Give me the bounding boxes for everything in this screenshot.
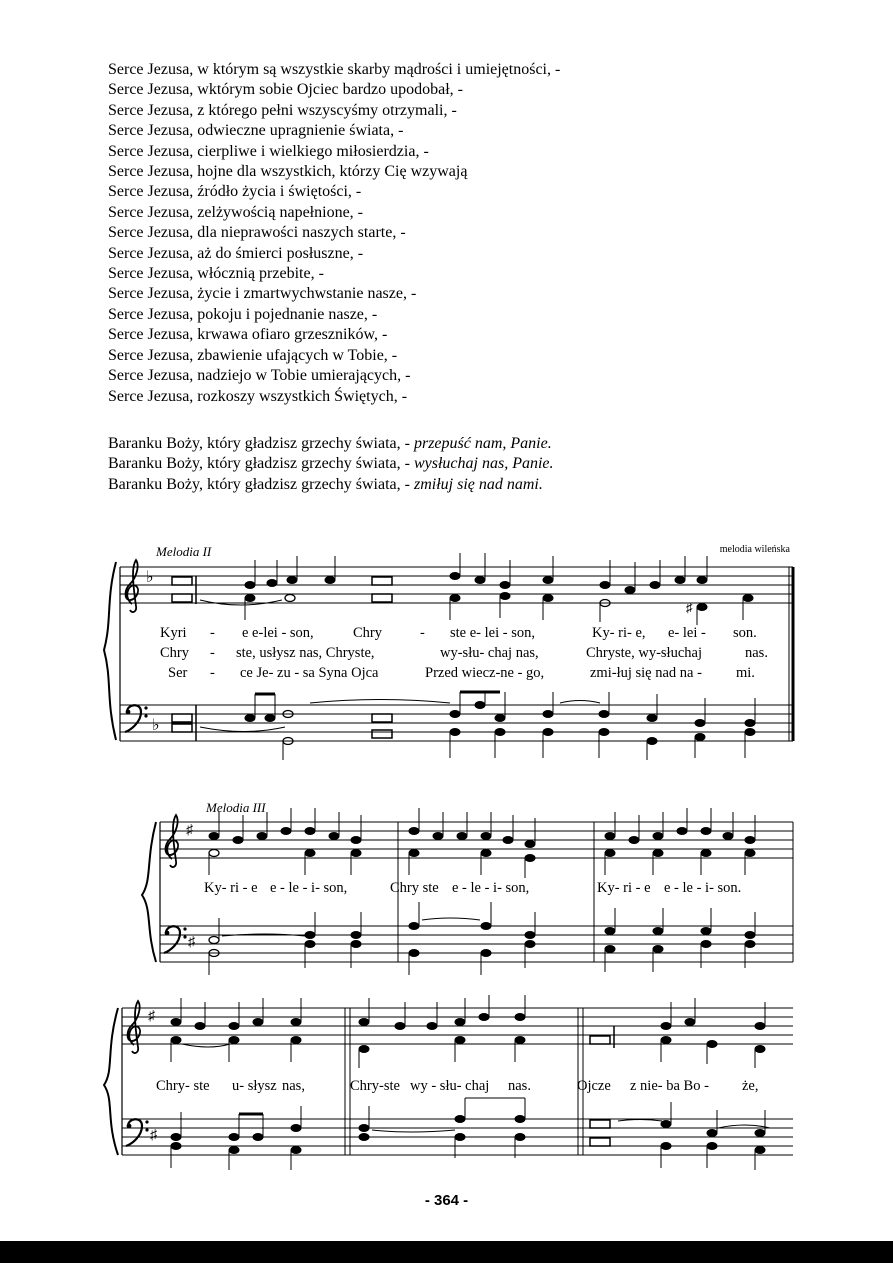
scan-bottom-border: [0, 1241, 893, 1263]
litany-line: Serce Jezusa, cierpliwe i wielkiego miłosierdzia, -: [108, 142, 429, 160]
sharp-icon: ♯: [188, 935, 195, 950]
system-brace: [142, 822, 156, 962]
svg-text:nas.: nas.: [508, 1078, 531, 1094]
svg-text:u- słysz: u- słysz: [232, 1078, 277, 1094]
sharp-icon: ♯: [186, 823, 193, 838]
sharp-icon: ♯: [148, 1009, 155, 1024]
svg-text:ce Je- zu - sa Syna Ojca: ce Je- zu - sa Syna Ojca: [240, 665, 379, 681]
litany-line: Serce Jezusa, nadziejo w Tobie umierających, -: [108, 367, 411, 385]
melody3-lyrics-1: [204, 880, 741, 896]
svg-text:nas.: nas.: [745, 645, 768, 661]
svg-text:e - le - i- son,: e - le - i- son,: [270, 880, 348, 896]
melody3-bass-notes: [209, 902, 755, 975]
svg-text:zmi-łuj się nad na -: zmi-łuj się nad na -: [590, 665, 702, 681]
agnus-response: zmiłuj się nad nami.: [413, 475, 543, 493]
svg-text:-: -: [210, 665, 215, 681]
agnus-response: przepuść nam, Panie.: [413, 435, 552, 452]
litany-line: Serce Jezusa, zelżywością napełnione, -: [108, 203, 363, 221]
melody3-lyrics-2: [156, 1078, 759, 1094]
litany-line: Serce Jezusa, włócznią przebite, -: [108, 265, 324, 283]
svg-text:Ky- ri - e: Ky- ri - e: [597, 880, 651, 896]
flat-icon: ♭: [152, 717, 160, 734]
treble-clef-icon: [166, 815, 179, 867]
litany-line: Serce Jezusa, w którym są wszystkie skarby mądrości i umiejętności, -: [108, 61, 561, 78]
litany-line: Serce Jezusa, źródło życia i świętości, -: [108, 183, 362, 201]
litany-line: Serce Jezusa, rozkoszy wszystkich Świętych, -: [108, 387, 408, 405]
agnus-line: Baranku Boży, który gładzisz grzechy świata, - przepuść nam, Panie.: [108, 435, 552, 452]
melody2-bass-notes: [172, 692, 755, 760]
svg-text:-: -: [420, 625, 425, 641]
litany-line: Serce Jezusa, krwawa ofiaro grzeszników, -: [108, 326, 388, 344]
litany-line: Serce Jezusa, wktórym sobie Ojciec bardzo upodobał, -: [108, 81, 463, 99]
melody3-bass-notes-2: [171, 1098, 770, 1170]
svg-text:-: -: [210, 645, 215, 661]
treble-clef-icon: [128, 1001, 141, 1053]
svg-text:mi.: mi.: [736, 665, 755, 681]
svg-text:Ky- ri- e,: Ky- ri- e,: [592, 625, 646, 641]
melody3-system-2: [104, 995, 793, 1170]
melody2-title: Melodia II: [156, 544, 212, 559]
melody3-treble-notes: [209, 808, 755, 878]
svg-text:Chry- ste: Chry- ste: [156, 1078, 210, 1094]
sharp-icon: ♯: [150, 1128, 157, 1143]
svg-text:Ky- ri - e: Ky- ri - e: [204, 880, 258, 896]
melody2-source: melodia wileńska: [719, 544, 790, 555]
svg-text:ste e- lei - son,: ste e- lei - son,: [450, 625, 535, 641]
litany-line: Serce Jezusa, dla nieprawości naszych starte, -: [108, 224, 406, 242]
svg-text:e e-lei - son,: e e-lei - son,: [242, 625, 314, 641]
svg-text:Chry ste: Chry ste: [390, 880, 439, 896]
svg-text:e - le - i- son,: e - le - i- son,: [452, 880, 530, 896]
agnus-line: Baranku Boży, który gładzisz grzechy świata, - zmiłuj się nad nami.: [108, 475, 543, 493]
litany-line: Serce Jezusa, odwieczne upragnienie świata, -: [108, 122, 404, 140]
svg-text:Chry: Chry: [353, 625, 382, 641]
litany-line: Serce Jezusa, zbawienie ufających w Tobie, -: [108, 346, 398, 364]
system-brace: [104, 562, 116, 740]
svg-text:Chry-ste: Chry-ste: [350, 1078, 400, 1094]
melody3-title: Melodia III: [206, 800, 266, 815]
melody2-system: [104, 544, 793, 760]
system-brace: [104, 1008, 118, 1155]
bass-clef-icon: [126, 1119, 149, 1146]
melody3-treble-notes-2: [171, 995, 765, 1068]
melody2-treble-notes: [172, 553, 753, 625]
svg-text:wy-słu- chaj nas,: wy-słu- chaj nas,: [440, 645, 539, 661]
agnus-response: wysłuchaj nas, Panie.: [413, 455, 554, 473]
litany-line: Serce Jezusa, z którego pełni wszyscyśmy otrzymali, -: [108, 101, 457, 119]
litany-line: Serce Jezusa, hojne dla wszystkich, którzy Cię wzywają: [108, 163, 468, 181]
litany-line: Serce Jezusa, pokoju i pojednanie nasze, -: [108, 305, 378, 323]
flat-icon: ♭: [146, 569, 154, 586]
svg-text:e - le - i- son.: e - le - i- son.: [664, 880, 742, 896]
svg-text:son.: son.: [733, 625, 757, 641]
svg-text:nas,: nas,: [282, 1078, 305, 1094]
page-number: - 364 -: [424, 1192, 469, 1209]
litany-line: Serce Jezusa, życie i zmartwychwstanie nasze, -: [108, 285, 417, 303]
svg-text:że,: że,: [742, 1078, 759, 1094]
melody2-lyrics: [160, 625, 768, 681]
bass-clef-icon: [125, 705, 148, 732]
treble-clef-icon: [126, 560, 139, 612]
svg-text:Przed wiecz-ne - go,: Przed wiecz-ne - go,: [425, 665, 545, 681]
svg-text:Ser: Ser: [168, 665, 188, 681]
svg-text:e- lei -: e- lei -: [668, 625, 706, 641]
svg-text:Chry: Chry: [160, 645, 189, 661]
litany-line: Serce Jezusa, aż do śmierci posłuszne, -: [108, 244, 364, 262]
svg-text:Kyri: Kyri: [160, 625, 187, 641]
svg-text:♯: ♯: [686, 600, 693, 615]
svg-text:-: -: [210, 625, 215, 641]
bass-clef-icon: [164, 926, 187, 953]
agnus-line: Baranku Boży, który gładzisz grzechy świata, - wysłuchaj nas, Panie.: [108, 455, 554, 473]
svg-text:Chryste, wy-słuchaj: Chryste, wy-słuchaj: [586, 645, 702, 661]
melody3-system-1: [142, 800, 793, 975]
svg-text:z nie- ba Bo -: z nie- ba Bo -: [630, 1078, 709, 1094]
svg-text:Ojcze: Ojcze: [577, 1078, 611, 1094]
svg-text:ste, usłysz nas, Chryste,: ste, usłysz nas, Chryste,: [236, 645, 375, 661]
svg-text:wy - słu- chaj: wy - słu- chaj: [410, 1078, 490, 1094]
